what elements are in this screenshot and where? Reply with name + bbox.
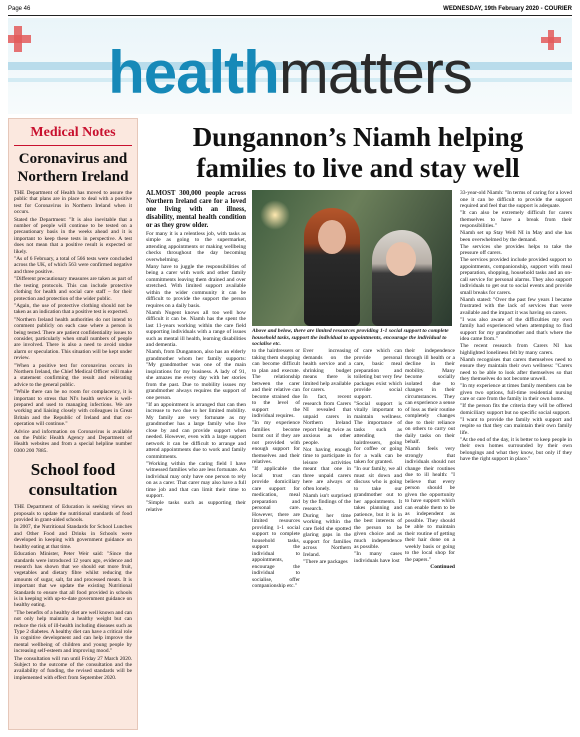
article-column-5: [405, 348, 455, 730]
sidebar-paragraph: Advice and information on Coronavirus is available on the Public Health Agency and Department of Health websites and from a special helpline number 0300 200 7885.: [14, 428, 132, 454]
article-intro: ALMOST 300,000 people across Northern Ireland care for a loved one living with an illness, disability, mental health condition or as they grow older.: [146, 190, 246, 229]
article-paragraph: Niamh recognises that carers themselves need to ensure they maintain their own wellness: "Carers need to be able to look after themselves so that they themselves do not become unwell.: [460, 356, 572, 382]
sidebar-paragraph: "The benefits of a healthy diet are well known and can not only help maintain a healthy weight but can reduce the risk of ill-health including diseases such as Type 2 diabetes. A healthy diet can have a critical role in cognitive development and can help improve the mental wellbeing of children and young people by increasing self-esteem and improving mood.": [14, 609, 132, 655]
section-masthead: [8, 18, 572, 114]
article-paragraph: During her time working within the care field she spotted glaring gaps in the support for families across Northern Ireland.: [303, 512, 351, 558]
article-paragraph: their independence through ill health or a decline in their mobility. Many become socially isolated due to changes in their circumstances. They can experience a sense of loss as their routine completely changes due to their reliance on others to carry out daily tasks on their behalf.: [405, 348, 455, 445]
masthead-word-health: health: [108, 39, 279, 106]
article-paragraph: of care which can provide personal care, basic meal preparation and toileting but very few packages exist which provide social support.: [354, 348, 402, 400]
sidebar-paragraph: "While there can be no room for complacency, it is important to stress that NI's health service is well-prepared and used to managing infections. We are working and liaising closely with colleagues in Great Britain and the Republic of Ireland and that co-operation will continue.": [14, 389, 132, 428]
article-paragraph: "In my experience at times family members can be given two options, full-time residential nursing care or care from the family in their own home.: [460, 383, 572, 402]
sidebar-heading-school-food: School food consultation: [28, 460, 118, 500]
sidebar-paragraph: "When a positive test for coronavirus occurs in Northern Ireland, the Chief Medical Officer will make a statement confirming the result and reiterating advice to the general public.: [14, 362, 132, 388]
article-paragraph: "There are packages: [303, 558, 348, 565]
photo-carer-face: [318, 220, 346, 254]
article-paragraph: Many have to juggle the responsibilities of being a carer with work and other family commitments leaving them drained and over stretched. With limited support available within the wider community it can be difficult to provide the support the person requires on a daily basis.: [146, 263, 246, 309]
article-column-6: [460, 190, 572, 730]
article-paragraph: "It can also be extremely difficult for carers themselves to have a break from their responsibilities.": [460, 210, 572, 229]
article-paragraph: The services provided include provided support to appointments, companionship, support with meal preparation, shopping, household tasks and an on-call service for personal alarms. They also support individuals to get out to social events and provide small breaks for carers.: [460, 257, 572, 296]
article-paragraph: The services she provides helps to take the pressure off carers.: [460, 243, 572, 256]
article-column-1: [146, 190, 246, 730]
article-paragraph: Niamh isn't surprised by the findings of the research.: [303, 492, 351, 512]
article-paragraph: Niamh stated: "Over the past few years I became frustrated with the lack of services that were available and the impact it was having on carers.: [460, 296, 572, 316]
article-paragraph: Niamh feels very strongly that individuals should not change their routines due to ill health: "I believe that every person should be given the opportunity to have support which can enable them to be as independent as possible. They should be able to maintain their routine of getting their hair done on a weekly basis or going to the local shop for the papers.": [405, 446, 455, 563]
sidebar-paragraph: In 2007, the Nutritional Standards for School Lunches and Other Food and Drinks in Schools were developed in keeping with government guidance on healthy eating at that time.: [14, 524, 132, 550]
article-paragraph: "If applicable the local trust can provide domiciliary care support for medication, meal preparation and personal care. However, there are limited resources providing 1-1 social support to complete household tasks, support the individual to appointments, encourage the individual to socialise, offer companionship etc.": [252, 466, 300, 589]
masthead-word-matters: matters: [278, 39, 472, 106]
article-paragraph: "If an appointment is arranged that can then increase to two due to her limited mobility. My family are very fortunate as my grandmother has a large family who live close by and can provide support when needed. However, even with a large support network it can be difficult to arrange and attend appointments due to work and family commitments.: [146, 401, 246, 460]
article-paragraph: "Social support is vitally important to maintain wellness. The importance of tasks such as attending the hairdressers, going for coffee or going for a walk can be taken for granted.: [354, 400, 402, 465]
article-paragraph: For many it is a relentless job, with tasks as simple as going to the supermarket, attending appointments or making wellbeing checks throughout the day becoming overwhelming.: [146, 230, 246, 263]
article-paragraph: "Simple tasks such as supporting their relative: [146, 500, 246, 513]
medical-notes-sidebar: [8, 118, 138, 730]
sidebar-paragraph: "As of 6 February, a total of 566 tests were concluded across the UK, of which 563 were confirmed negative and three positive.: [14, 256, 132, 275]
article-paragraph: Niamh set up Stay Well NI in May and she has been overwhelmed by the demand.: [460, 230, 572, 243]
article-paragraph: Niamh Nugent knows all too well how difficult it can be. Niamh has the spent the last 11-years working within the care field supporting individuals with a range of issues such as mental ill health, learning disabilities and dementia.: [146, 309, 246, 348]
sidebar-paragraph: THE Department of Education is seeking views on proposals to update the nutritional standards of food provided in grant-aided schools.: [14, 504, 132, 524]
article-paragraph: to the hairdressers or taking them shopping can become difficult to plan and execute. The relationship between the carer and their relative can become strained due to the level of support the individual requires.: [252, 348, 300, 419]
sidebar-paragraph: "Northern Ireland health authorities do not intend to comment publicly on each case where a person is being tested. There are patient confidentiality issues to consider, particularly when small numbers of people are involved. There is also a need to avoid undue alarm or speculation. This situation will be kept under review.: [14, 316, 132, 362]
masthead-title: [8, 39, 572, 106]
article-paragraph: In fact, recent research from Carers NI revealed that unpaid carers in Northern Ireland report being twice as anxious as other people.: [303, 394, 351, 446]
article-photo: [252, 190, 452, 326]
sidebar-label: Medical Notes: [14, 122, 132, 146]
article-paragraph: "In many cases individuals have lost: [354, 551, 402, 564]
article-column-2: [252, 348, 300, 730]
article-paragraph: The recent research from Carers NI has highlighted loneliness felt by many carers.: [460, 343, 572, 356]
article-paragraph: "In our family, we all must sit down and discuss who is going to take our grandmother out to her appointments. It takes planning and patience, but it is in the best interests of the person to be given choice and as much independence as possible.: [354, 466, 402, 550]
article-paragraph: "I was also aware of the difficulties my own family had experienced when attempting to find support for my grandmother and that's where the idea came from.": [460, 316, 572, 342]
article-paragraph: 33-year-old Niamh: "In terms of caring for a loved one it can be difficult to provide the support required and feel that the support is adequate.: [460, 190, 572, 209]
sidebar-heading-coronavirus: Coronavirus and Northern Ireland: [17, 151, 129, 185]
article-paragraph: Niamh, from Dungannon, also has an elderly grandmother whom her family supports: "My grandmother was one of the main inspirations for my business. A lady of 91, she amazes me every day with her stories from the past. Due to mobility issues my grandmother always requires the support of one person.: [146, 349, 246, 401]
article-paragraph: Ever increasing demands on the health service and a shrinking budget means there is limited help available for carers.: [303, 348, 351, 393]
photo-caption: Above and below, there are limited resources providing 1-1 social support to complete household tasks, support the individual to appointments, encourage the individual to socialise etc.: [252, 328, 449, 348]
article-continued: Continued: [430, 563, 455, 570]
article-paragraph: Not having enough time to participate in leisure activities meant that one in three unpaid carers here are always or often lonely.: [303, 446, 351, 492]
article-paragraph: "Working within the caring field I have witnessed families who are less fortunate. An individual may only have one person to rely on as a carer. That carer may also have a full time job and that can limit their time to support.: [146, 460, 246, 499]
sidebar-paragraph: THE Department of Health has moved to assure the public that plans are in place to deal with a positive test for Coronavirus in Northern Ireland when it occurs.: [14, 190, 132, 216]
sidebar-paragraph: Stated the Department: "It is also inevitable that a number of people will continue to be tested on a precautionary basis in the weeks ahead and it is important to keep these tests in perspective. A test does not mean that a positive result is expected or likely.: [14, 216, 132, 255]
photo-light: [260, 200, 290, 230]
dateline: WEDNESDAY, 19th February 2020 - COURIER: [443, 6, 572, 12]
article-paragraph: "I want to provide the family with support and respite so that they can maintain their own family life.: [460, 416, 572, 436]
photo-elderly-face: [386, 242, 416, 276]
sidebar-paragraph: The consultation will run until Friday 27 March 2020. Subject to the outcome of the consultation and the availability of funding, the revised standards will be implemented with effect from September 2020.: [14, 655, 132, 681]
article-paragraph: "At the end of the day, it is better to keep people in their own homes surrounded by their own belongings and what they know, but only if they have the right support in place.": [460, 436, 572, 462]
article-paragraph: "If the person fits the criteria they will be offered domiciliary support but no specific social support.: [460, 403, 572, 416]
article-headline: Dungannon’s Niamh helping families to live and stay well: [192, 122, 524, 183]
page-number: Page 46: [8, 6, 31, 12]
sidebar-paragraph: "Again, the use of protective clothing should not be taken as an indication that a positive test is expected.: [14, 302, 132, 316]
sidebar-paragraph: Education Minister, Peter Weir said: "Since the standards were introduced 12 years ago, evidence and research has shown that we should eat more fruit, vegetables and dietary fibre whilst reducing the amounts of sugar, salt, fat and processed meats. It is important that we update the existing Nutritional Standards to ensure that all food provided in schools is in keeping with up-to-date government guidance on healthy eating.: [14, 551, 132, 609]
article-column-4: [354, 348, 402, 730]
page-topbar: [8, 4, 572, 14]
article-column-3: [303, 348, 351, 730]
article-paragraph: "In my experience families become burnt out if they are not provided with enough support for themselves and their relatives.: [252, 420, 300, 465]
top-rule: [8, 15, 572, 16]
sidebar-paragraph: "Different precautionary measures are taken as part of the testing protocols. This can include protective clothing for health and social care staff – for their protection and protection of the wider public.: [14, 276, 132, 302]
